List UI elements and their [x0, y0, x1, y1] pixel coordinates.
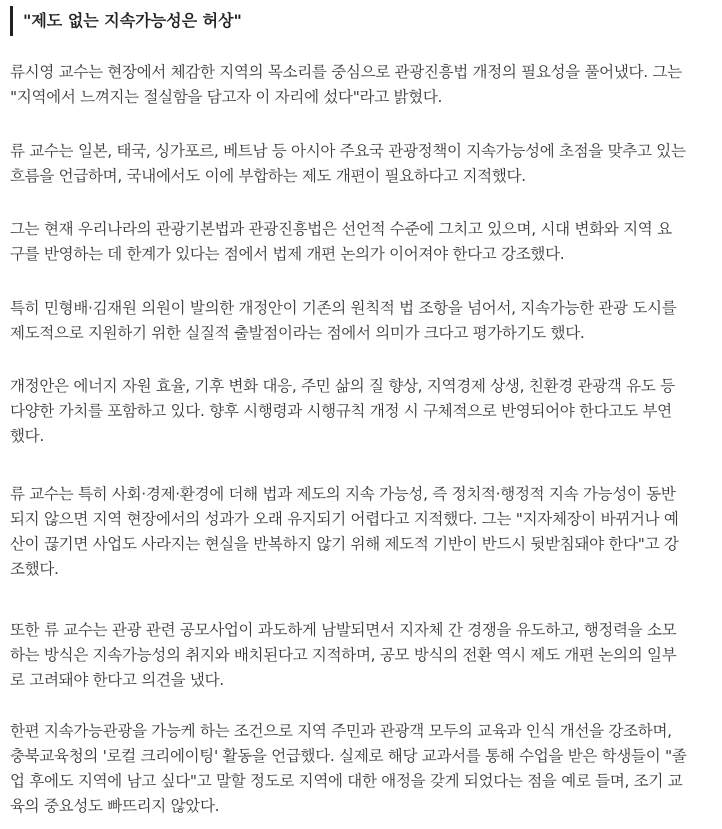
paragraph-line: 류 교수는 일본, 태국, 싱가포르, 베트남 등 아시아 주요국 관광정책이 지속가능성에 초점을 맞추고 있는: [10, 142, 686, 160]
paragraph-line: 개정안은 에너지 자원 효율, 기후 변화 대응, 주민 삶의 질 향상, 지역경제 상생, 친환경 관광객 유도 등: [10, 377, 675, 395]
paragraph-line: 되지 않으면 지역 현장에서의 성과가 오래 유지되기 어렵다고 지적했다. 그는 "지자체장이 바뀌거나 예: [10, 510, 679, 528]
paragraph-7: [10, 618, 714, 693]
paragraph-5: [10, 374, 714, 449]
paragraph-4: [10, 296, 714, 346]
paragraph-line: 류시영 교수는 현장에서 체감한 지역의 목소리를 중심으로 관광진흥법 개정의 필요성을 풀어냈다. 그는: [10, 63, 682, 81]
paragraph-line: "지역에서 느껴지는 절실함을 담고자 이 자리에 섰다"라고 밝혔다.: [10, 88, 443, 106]
paragraph-line: 또한 류 교수는 관광 관련 공모사업이 과도하게 남발되면서 지자체 간 경쟁을 유도하고, 행정력을 소모: [10, 621, 677, 639]
paragraph-8: [10, 719, 714, 819]
paragraph-line: 그는 현재 우리나라의 관광기본법과 관광진흥법은 선언적 수준에 그치고 있으며, 시대 변화와 지역 요: [10, 220, 672, 238]
article-subheading: "제도 없는 지속가능성은 허상": [10, 6, 242, 36]
paragraph-line: 업 후에도 지역에 남고 싶다"고 말할 정도로 지역에 대한 애정을 갖게 되었다는 점을 예로 들며, 조기 교: [10, 772, 683, 790]
paragraph-line: 하는 방식은 지속가능성의 취지와 배치된다고 지적하며, 공모 방식의 전환 역시 제도 개편 논의의 일부: [10, 646, 677, 664]
paragraph-line: 흐름을 언급하며, 국내에서도 이에 부합하는 제도 개편이 필요하다고 지적했다.: [10, 167, 526, 185]
paragraph-line: 충북교육청의 '로컬 크리에이팅' 활동을 언급했다. 실제로 해당 교과서를 통해 수업을 받은 학생들이 "졸: [10, 747, 687, 765]
paragraph-line: 로 고려돼야 한다고 의견을 냈다.: [10, 671, 224, 689]
paragraph-line: 특히 민형배·김재원 의원이 발의한 개정안이 기존의 원칙적 법 조항을 넘어서, 지속가능한 관광 도시를: [10, 299, 677, 317]
paragraph-line: 다양한 가치를 포함하고 있다. 향후 시행령과 시행규칙 개정 시 구체적으로 반영되어야 한다고도 부연: [10, 402, 672, 420]
paragraph-line: 류 교수는 특히 사회·경제·환경에 더해 법과 제도의 지속 가능성, 즉 정치적·행정적 지속 가능성이 동반: [10, 485, 676, 503]
paragraph-2: [10, 139, 714, 189]
paragraph-line: 산이 끊기면 사업도 사라지는 현실을 반복하지 않기 위해 제도적 기반이 반드시 뒷받침돼야 한다"고 강: [10, 535, 679, 553]
paragraph-line: 제도적으로 지원하기 위한 실질적 출발점이라는 점에서 의미가 크다고 평가하기도 했다.: [10, 324, 585, 342]
paragraph-line: 구를 반영하는 데 한계가 있다는 점에서 법제 개편 논의가 이어져야 한다고 강조했다.: [10, 245, 565, 263]
paragraph-line: 조했다.: [10, 560, 59, 578]
paragraph-3: [10, 217, 714, 267]
paragraph-line: 한편 지속가능관광을 가능케 하는 조건으로 지역 주민과 관광객 모두의 교육과 인식 개선을 강조하며,: [10, 722, 672, 740]
paragraph-line: 육의 중요성도 빠뜨리지 않았다.: [10, 797, 220, 815]
paragraph-line: 했다.: [10, 427, 44, 445]
paragraph-1: [10, 60, 714, 110]
paragraph-6: [10, 482, 714, 582]
